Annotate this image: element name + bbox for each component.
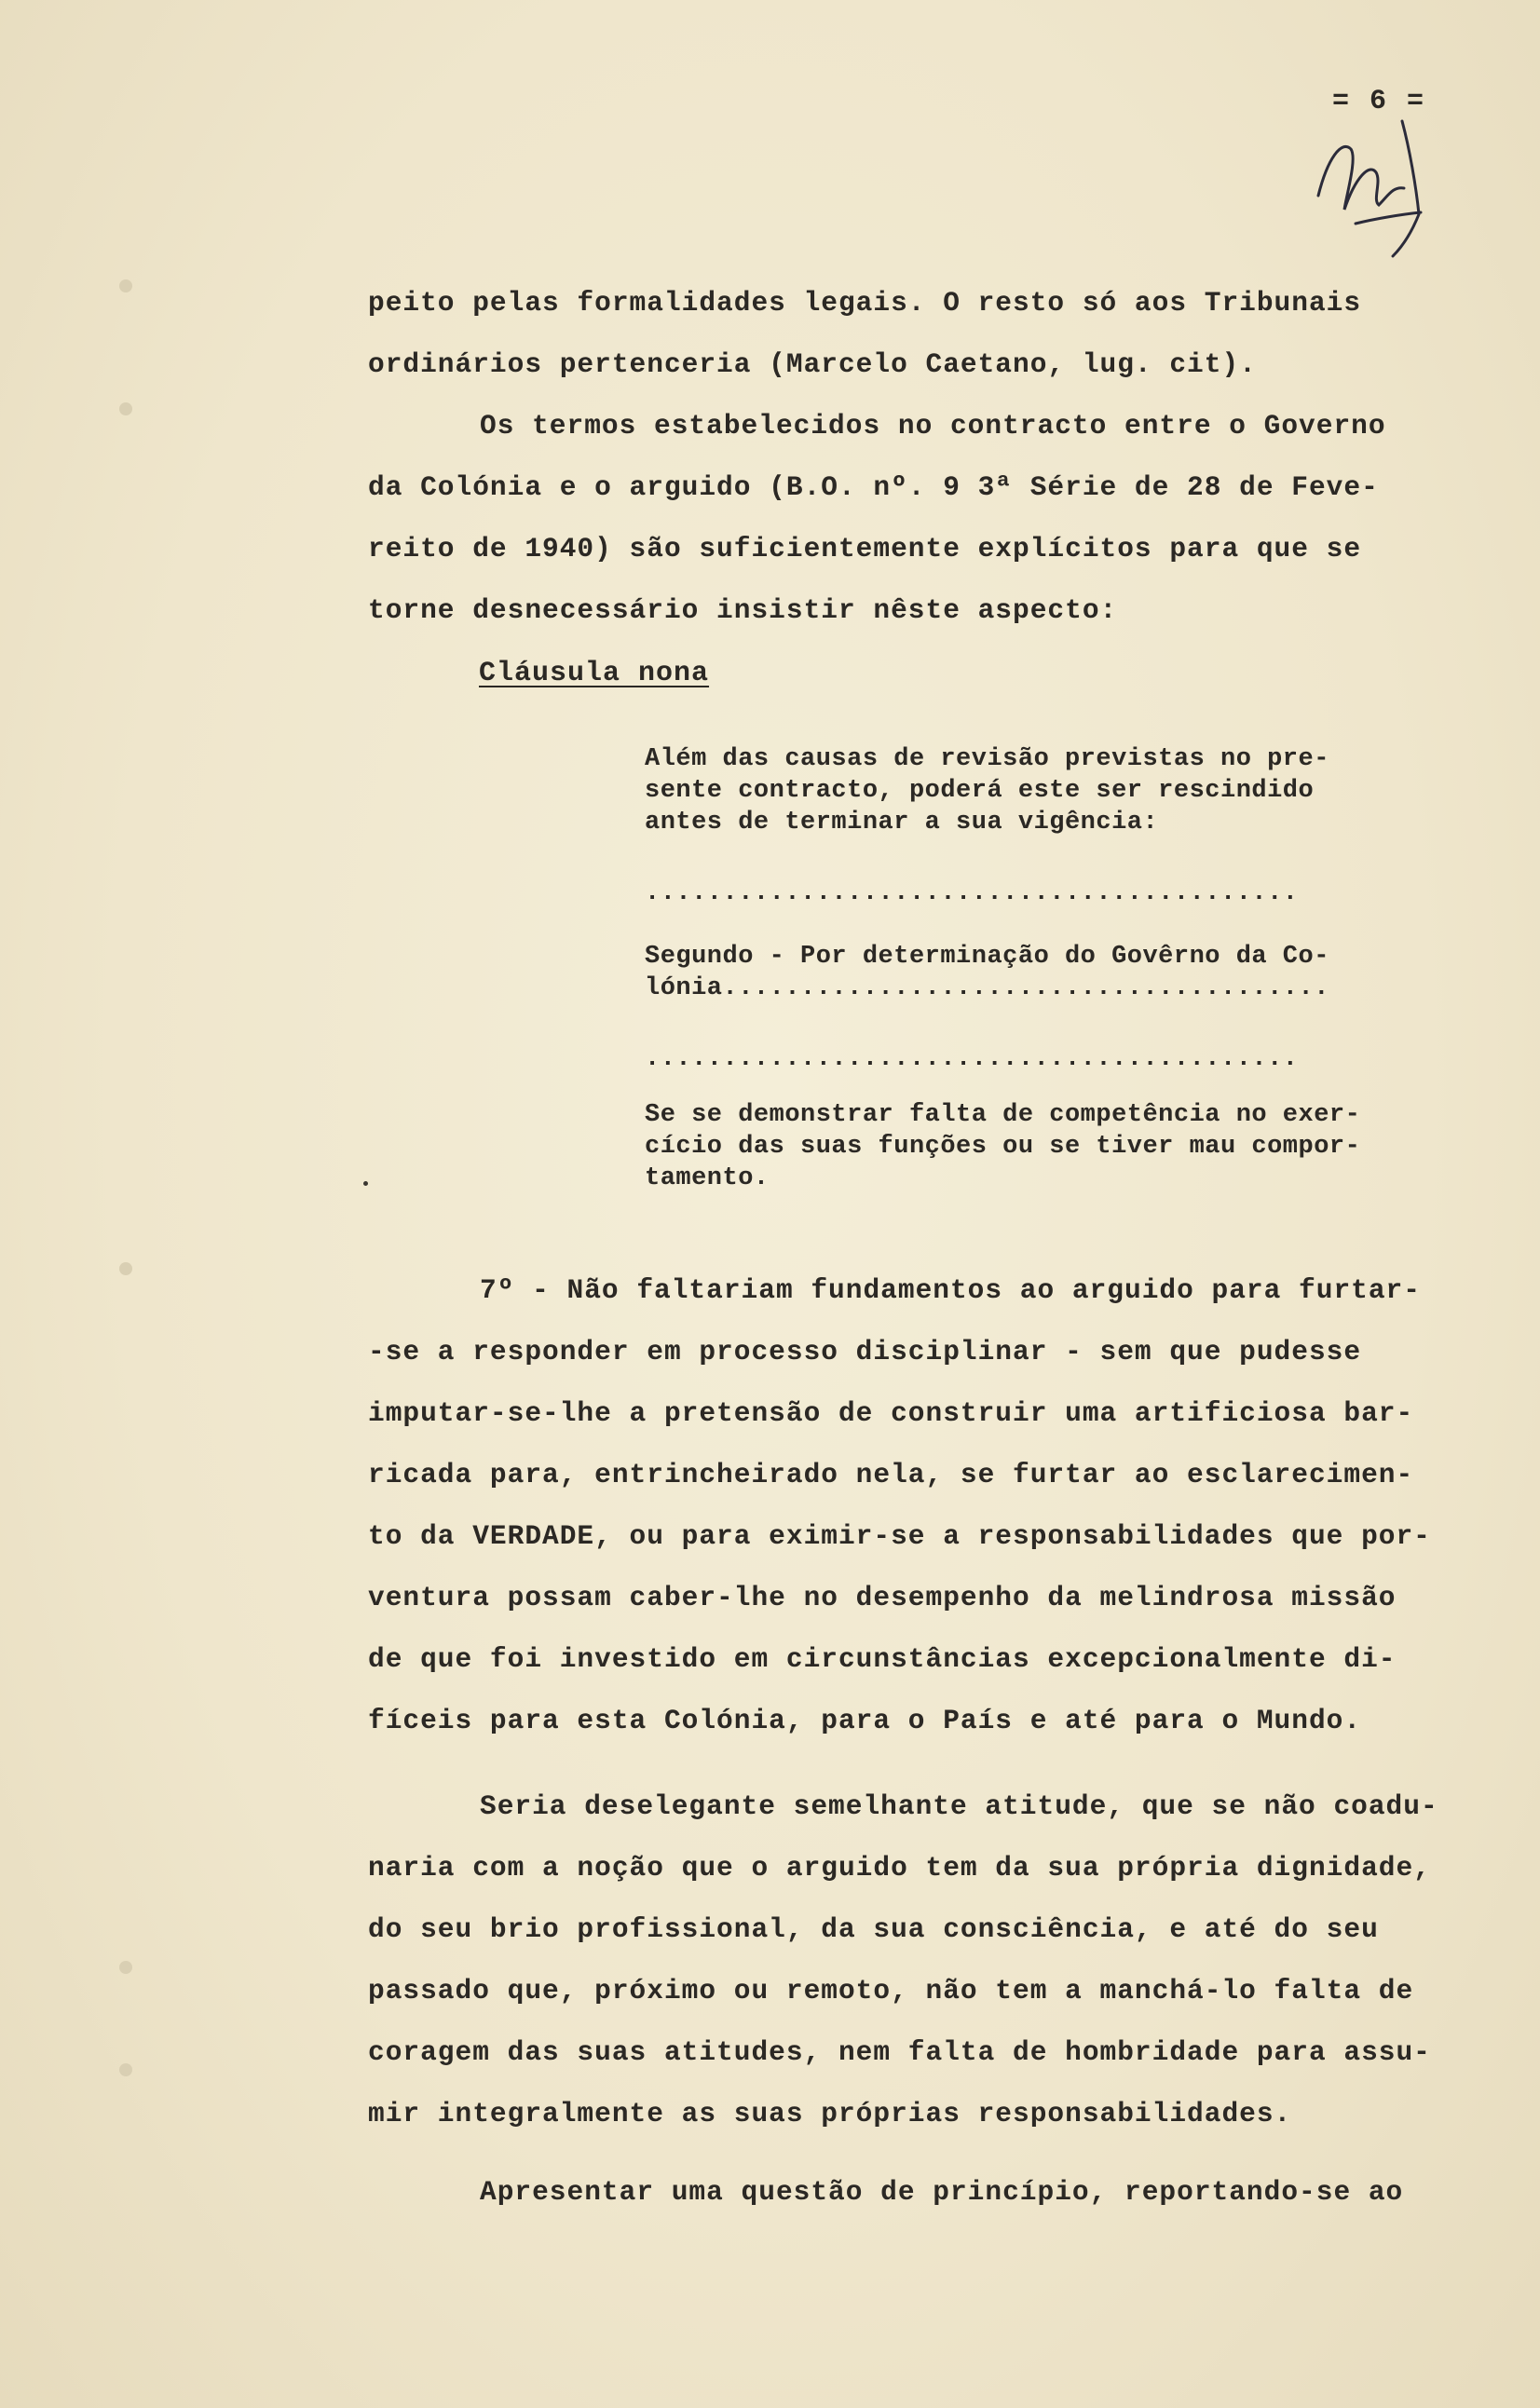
text-line: torne desnecessário insistir nêste aspecto:: [368, 594, 1118, 626]
quote-line: tamento.: [645, 1164, 770, 1192]
dots: ..........................................: [645, 1045, 1299, 1073]
text-line: naria com a noção que o arguido tem da sua própria dignidade,: [368, 1852, 1431, 1884]
quote-line: Além das causas de revisão previstas no pre-: [645, 745, 1329, 773]
quote-line: sente contracto, poderá este ser rescindido: [645, 777, 1315, 805]
ellipsis-line: [645, 877, 1465, 909]
quote-line: lónia.......................................: [645, 974, 1329, 1002]
paragraph-continuation: [368, 272, 1449, 395]
text-line: passado que, próximo ou remoto, não tem a manchá-lo falta de: [368, 1975, 1414, 2007]
quote-second: [645, 941, 1465, 1004]
text-line: Apresentar uma questão de princípio, reportando-se ao: [480, 2176, 1404, 2208]
text-line: reito de 1940) são suficientemente explícitos para que se: [368, 533, 1362, 565]
margin-mark: [119, 1262, 132, 1275]
paragraph-apresentar: [368, 2161, 1449, 2223]
text-line: coragem das suas atitudes, nem falta de hombridade para assu-: [368, 2036, 1431, 2068]
text-line: mir integralmente as suas próprias responsabilidades.: [368, 2098, 1292, 2129]
text-line: Seria deselegante semelhante atitude, que se não coadu-: [480, 1790, 1438, 1822]
text-line: ordinários pertenceria (Marcelo Caetano, lug. cit).: [368, 348, 1257, 380]
clause-title: Cláusula nona: [479, 658, 710, 689]
text-line: Os termos estabelecidos no contracto entre o Governo: [480, 410, 1386, 442]
page-number: = 6 =: [1332, 86, 1426, 117]
margin-mark: [119, 2063, 132, 2076]
text-line: do seu brio profissional, da sua consciência, e até do seu: [368, 1913, 1379, 1945]
text-line: de que foi investido em circunstâncias excepcionalmente di-: [368, 1643, 1397, 1675]
paragraph-contract-terms: [368, 395, 1449, 641]
quote-line: cício das suas funções ou se tiver mau compor-: [645, 1133, 1361, 1161]
text-line: ricada para, entrincheirado nela, se furtar ao esclarecimen-: [368, 1459, 1414, 1490]
margin-mark: [119, 1961, 132, 1974]
dots: ..........................................: [645, 879, 1299, 907]
margin-mark: [119, 402, 132, 415]
text-line: da Colónia e o arguido (B.O. nº. 9 3ª Série de 28 de Feve-: [368, 471, 1379, 503]
quote-line: antes de terminar a sua vigência:: [645, 809, 1159, 837]
ellipsis-line: [645, 1043, 1465, 1075]
quote-intro: [645, 743, 1465, 838]
text-line: ventura possam caber-lhe no desempenho da melindrosa missão: [368, 1582, 1397, 1613]
text-line: peito pelas formalidades legais. O resto só aos Tribunais: [368, 287, 1362, 319]
text-line: -se a responder em processo disciplinar - sem que pudesse: [368, 1336, 1362, 1367]
ink-dot: [363, 1181, 368, 1186]
quote-end: [645, 1099, 1465, 1194]
handwritten-signature-icon: [1300, 84, 1439, 261]
text-line: 7º - Não faltariam fundamentos ao arguido para furtar-: [480, 1274, 1421, 1306]
paragraph-seria: [368, 1775, 1449, 2144]
quote-line: Segundo - Por determinação do Govêrno da Co-: [645, 943, 1329, 971]
paragraph-7: [368, 1259, 1449, 1751]
text-line: fíceis para esta Colónia, para o País e até para o Mundo.: [368, 1705, 1362, 1736]
text-line: to da VERDADE, ou para eximir-se a responsabilidades que por-: [368, 1520, 1431, 1552]
margin-mark: [119, 279, 132, 292]
quote-line: Se se demonstrar falta de competência no exer-: [645, 1101, 1361, 1129]
text-line: imputar-se-lhe a pretensão de construir uma artificiosa bar-: [368, 1397, 1414, 1429]
